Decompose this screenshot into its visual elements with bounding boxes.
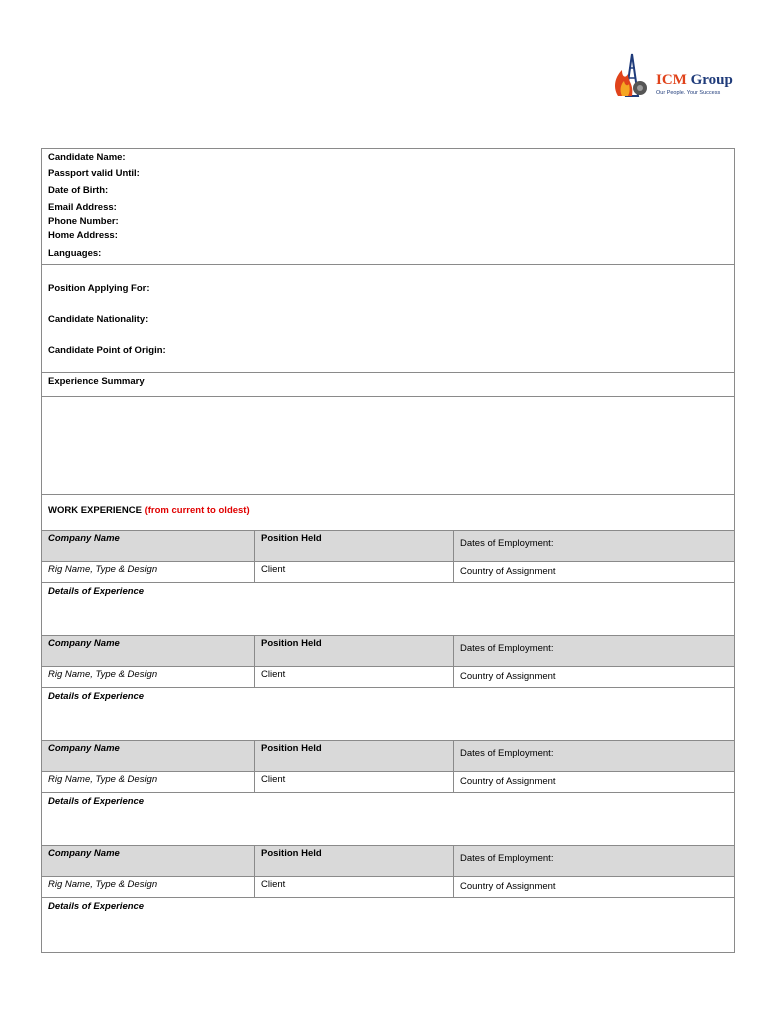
work-entry — [42, 636, 734, 741]
details-of-experience-field[interactable] — [42, 793, 734, 846]
experience-summary-field[interactable] — [42, 397, 734, 495]
details-label: Details of Experience — [48, 901, 145, 912]
entry-sub-row — [42, 877, 734, 898]
passport-label: Passport valid Until: — [48, 168, 140, 179]
flame-derrick-icon — [610, 48, 654, 100]
work-experience-note: (from current to oldest) — [144, 505, 250, 516]
work-entry — [42, 846, 734, 952]
position-held-cell[interactable]: Position Held — [255, 636, 454, 666]
client-cell[interactable]: Client — [255, 667, 454, 687]
languages-label: Languages: — [48, 248, 102, 259]
company-name-cell[interactable]: Company Name — [42, 846, 255, 876]
details-of-experience-field[interactable] — [42, 898, 734, 952]
position-section — [42, 265, 734, 373]
phone-label: Phone Number: — [48, 216, 119, 227]
country-of-assignment-cell[interactable]: Country of Assignment — [460, 671, 556, 682]
work-experience-title: WORK EXPERIENCE (from current to oldest) — [48, 505, 250, 516]
entry-sub-row — [42, 562, 734, 583]
cv-form — [41, 148, 735, 953]
company-name-cell[interactable]: Company Name — [42, 636, 255, 666]
dates-of-employment-cell[interactable]: Dates of Employment: — [460, 643, 554, 654]
company-name-cell[interactable]: Company Name — [42, 531, 255, 561]
entry-sub-row — [42, 772, 734, 793]
experience-summary-header — [42, 373, 734, 397]
entry-sub-row — [42, 667, 734, 688]
position-held-cell[interactable]: Position Held — [255, 741, 454, 771]
rig-name-cell[interactable]: Rig Name, Type & Design — [42, 667, 255, 687]
rig-name-cell[interactable]: Rig Name, Type & Design — [42, 772, 255, 792]
details-label: Details of Experience — [48, 691, 145, 702]
country-of-assignment-cell[interactable]: Country of Assignment — [460, 776, 556, 787]
position-held-cell[interactable]: Position Held — [255, 531, 454, 561]
rig-name-cell[interactable]: Rig Name, Type & Design — [42, 562, 255, 582]
dates-of-employment-cell[interactable]: Dates of Employment: — [460, 748, 554, 759]
rig-name-cell[interactable]: Rig Name, Type & Design — [42, 877, 255, 897]
details-label: Details of Experience — [48, 586, 145, 597]
work-entry — [42, 741, 734, 846]
entry-header-row — [42, 531, 734, 562]
entry-header-row — [42, 846, 734, 877]
experience-summary-label: Experience Summary — [48, 376, 145, 387]
country-of-assignment-cell[interactable]: Country of Assignment — [460, 881, 556, 892]
details-label: Details of Experience — [48, 796, 145, 807]
personal-details-section — [42, 149, 734, 265]
position-applying-label: Position Applying For: — [48, 283, 150, 294]
details-of-experience-field[interactable] — [42, 583, 734, 636]
dates-of-employment-cell[interactable]: Dates of Employment: — [460, 538, 554, 549]
brand-name: ICM Group — [656, 72, 733, 88]
dob-label: Date of Birth: — [48, 185, 109, 196]
position-held-cell[interactable]: Position Held — [255, 846, 454, 876]
home-address-label: Home Address: — [48, 230, 118, 241]
email-label: Email Address: — [48, 202, 117, 213]
company-name-cell[interactable]: Company Name — [42, 741, 255, 771]
dates-of-employment-cell[interactable]: Dates of Employment: — [460, 853, 554, 864]
details-of-experience-field[interactable] — [42, 688, 734, 741]
work-experience-header — [42, 495, 734, 531]
entry-header-row — [42, 636, 734, 667]
company-logo — [610, 48, 740, 100]
client-cell[interactable]: Client — [255, 562, 454, 582]
work-entries — [42, 531, 734, 952]
point-of-origin-label: Candidate Point of Origin: — [48, 345, 166, 356]
client-cell[interactable]: Client — [255, 877, 454, 897]
entry-header-row — [42, 741, 734, 772]
country-of-assignment-cell[interactable]: Country of Assignment — [460, 566, 556, 577]
brand-tagline: Our People. Your Success — [656, 90, 721, 96]
work-entry — [42, 531, 734, 636]
candidate-name-label: Candidate Name: — [48, 152, 126, 163]
client-cell[interactable]: Client — [255, 772, 454, 792]
nationality-label: Candidate Nationality: — [48, 314, 149, 325]
